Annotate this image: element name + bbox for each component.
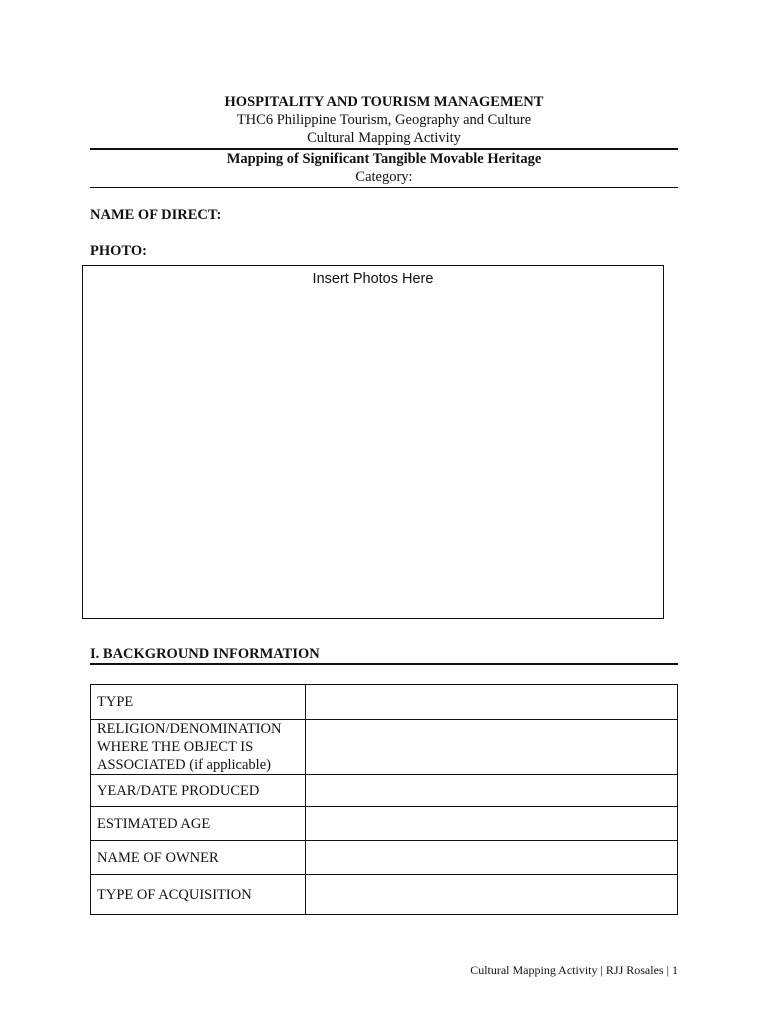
row-value-type[interactable] bbox=[306, 685, 678, 720]
row-value-owner[interactable] bbox=[306, 841, 678, 875]
photo-box[interactable] bbox=[82, 265, 664, 619]
program-title: HOSPITALITY AND TOURISM MANAGEMENT bbox=[224, 94, 544, 110]
page-footer: Cultural Mapping Activity | RJJ Rosales | 1 bbox=[470, 963, 678, 977]
table-row bbox=[91, 807, 678, 841]
table-row bbox=[91, 775, 678, 807]
photo-label: PHOTO: bbox=[90, 243, 147, 259]
row-label-acquisition: TYPE OF ACQUISITION bbox=[91, 875, 306, 915]
table-row bbox=[91, 875, 678, 915]
table-row bbox=[91, 841, 678, 875]
activity-title: Cultural Mapping Activity bbox=[307, 130, 461, 146]
row-value-acquisition[interactable] bbox=[306, 875, 678, 915]
category-label: Category: bbox=[355, 169, 413, 185]
table-row bbox=[91, 720, 678, 775]
row-label-year-produced: YEAR/DATE PRODUCED bbox=[91, 775, 306, 807]
header-rule-top bbox=[90, 148, 678, 150]
background-section-rule bbox=[90, 663, 678, 665]
row-value-estimated-age[interactable] bbox=[306, 807, 678, 841]
row-value-religion[interactable] bbox=[306, 720, 678, 775]
row-label-estimated-age: ESTIMATED AGE bbox=[91, 807, 306, 841]
header-rule-bottom bbox=[90, 187, 678, 188]
photo-placeholder-text: Insert Photos Here bbox=[312, 271, 434, 287]
table-row bbox=[91, 685, 678, 720]
name-of-direct-label: NAME OF DIRECT: bbox=[90, 207, 222, 223]
row-label-religion: RELIGION/DENOMINATION WHERE THE OBJECT IS ASSOCIATED (if applicable) bbox=[91, 720, 306, 775]
row-label-type: TYPE bbox=[91, 685, 306, 720]
course-title: THC6 Philippine Tourism, Geography and Culture bbox=[236, 112, 532, 128]
section-title: Mapping of Significant Tangible Movable Heritage bbox=[226, 151, 542, 167]
row-value-year-produced[interactable] bbox=[306, 775, 678, 807]
row-label-owner: NAME OF OWNER bbox=[91, 841, 306, 875]
background-section-title: I. BACKGROUND INFORMATION bbox=[90, 646, 320, 662]
background-table bbox=[90, 684, 678, 915]
